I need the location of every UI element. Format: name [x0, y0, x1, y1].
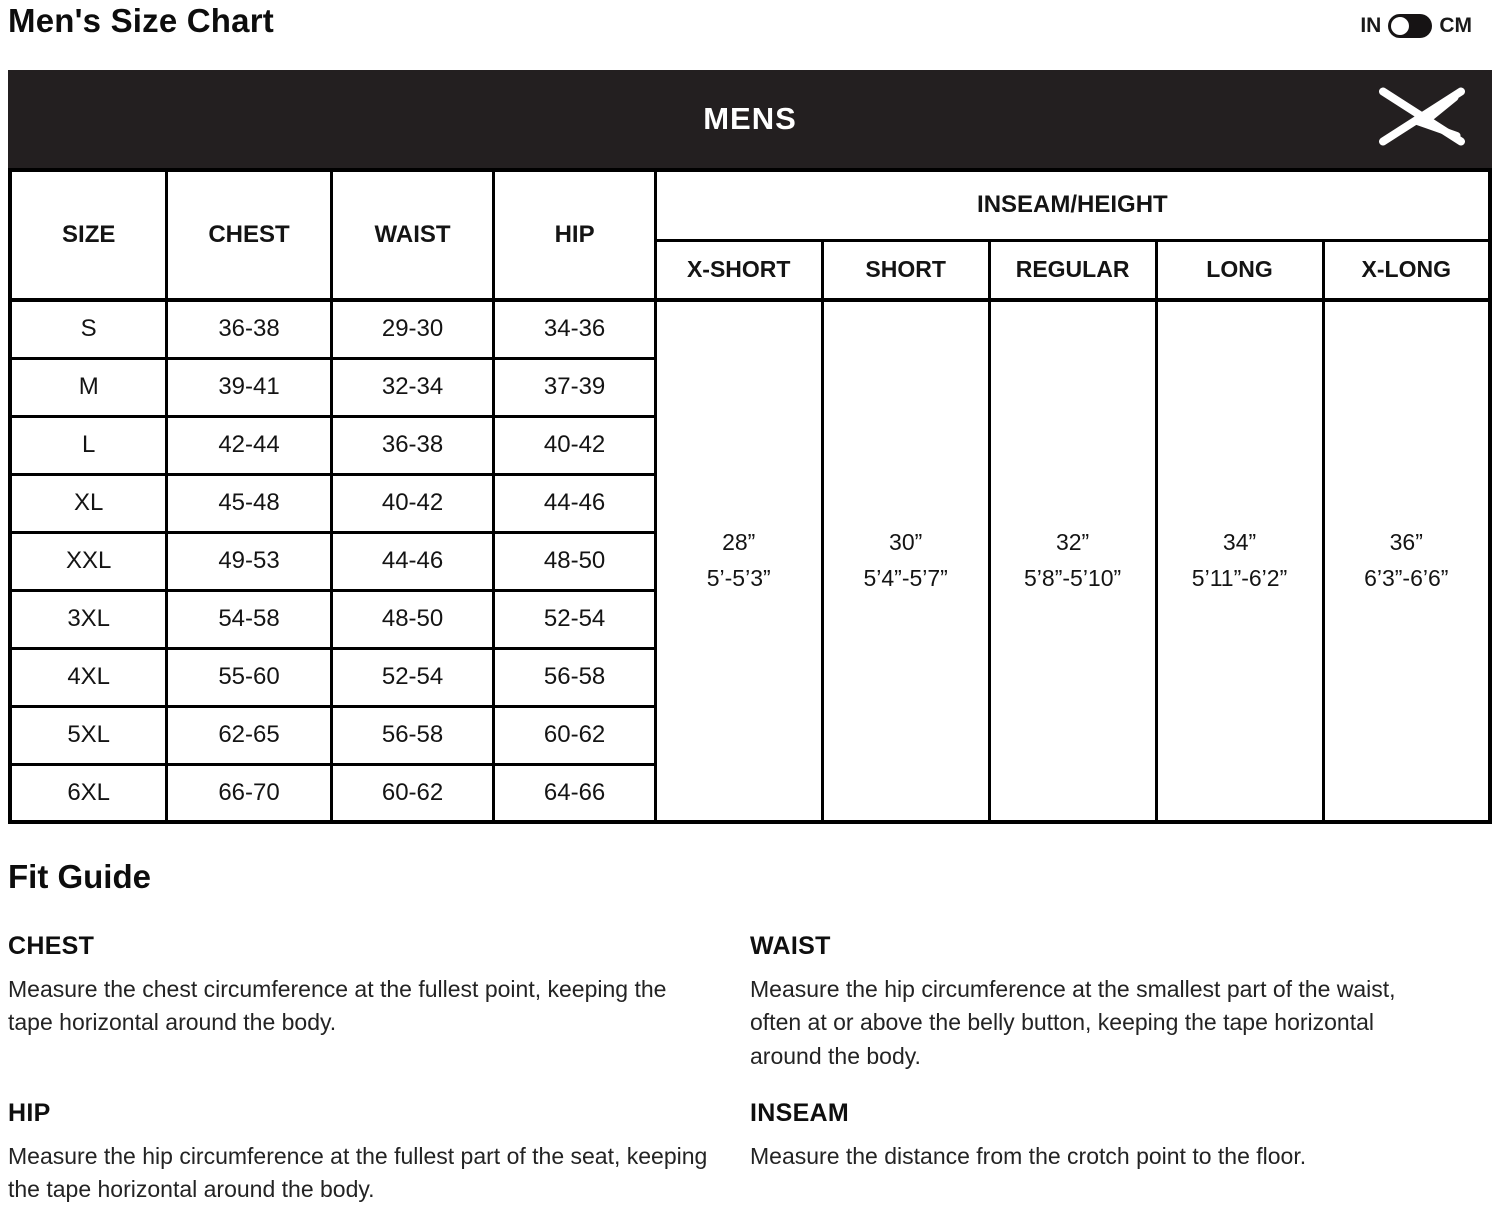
fit-guide-chest — [8, 932, 750, 1073]
height-range: 5’-5’3” — [706, 565, 771, 591]
hip-cell: 60-62 — [494, 706, 655, 764]
size-cell: L — [10, 416, 167, 474]
fit-guide-title: Fit Guide — [8, 858, 151, 895]
fit-guide-waist-heading: WAIST — [750, 932, 831, 960]
hip-cell: 52-54 — [494, 590, 655, 648]
col-header-hip: HIP — [494, 170, 655, 300]
waist-cell: 44-46 — [331, 532, 494, 590]
hip-cell: 34-36 — [494, 300, 655, 358]
fit-guide-waist-text: Measure the hip circumference at the smallest part of the waist, often at or above the belly button, keeping the tape horizontal around the body. — [750, 976, 1396, 1069]
fit-guide-inseam-text: Measure the distance from the crotch point to the floor. — [750, 1143, 1307, 1170]
col-header-waist: WAIST — [331, 170, 494, 300]
unit-toggle-group — [1360, 14, 1472, 38]
fit-guide-section — [8, 858, 1492, 1207]
unit-label-in[interactable]: IN — [1360, 14, 1382, 37]
fit-guide-chest-heading: CHEST — [8, 932, 95, 960]
inseam-height-cell-short — [822, 300, 989, 822]
height-range: 5’8”-5’10” — [1024, 565, 1122, 591]
fit-guide-hip — [8, 1099, 750, 1207]
inseam-value: 30” — [889, 529, 923, 556]
chest-cell: 62-65 — [167, 706, 331, 764]
size-cell: 6XL — [10, 764, 167, 822]
hip-cell: 48-50 — [494, 532, 655, 590]
size-chart-table — [8, 168, 1492, 824]
unit-label-cm[interactable]: CM — [1439, 14, 1472, 37]
fit-guide-hip-text: Measure the hip circumference at the fullest part of the seat, keeping the tape horizontal around the body. — [8, 1143, 708, 1203]
size-cell: 5XL — [10, 706, 167, 764]
toggle-knob-icon — [1391, 17, 1409, 35]
inseam-height-cell-x-long — [1323, 300, 1490, 822]
waist-cell: 52-54 — [331, 648, 494, 706]
waist-cell: 56-58 — [331, 706, 494, 764]
inseam-height-cell-x-short — [655, 300, 822, 822]
unit-toggle[interactable] — [1388, 14, 1432, 38]
inseam-value: 28” — [722, 529, 756, 556]
height-range: 5’4”-5’7” — [863, 565, 948, 591]
height-range: 5’11”-6’2” — [1191, 565, 1288, 591]
banner-title: MENS — [703, 101, 797, 136]
chest-cell: 55-60 — [167, 648, 331, 706]
hip-cell: 44-46 — [494, 474, 655, 532]
chest-cell: 45-48 — [167, 474, 331, 532]
col-header-short: SHORT — [822, 240, 989, 300]
col-header-x-short: X-SHORT — [655, 240, 822, 300]
inseam-height-cell-regular — [989, 300, 1156, 822]
chest-cell: 39-41 — [167, 358, 331, 416]
chest-cell: 54-58 — [167, 590, 331, 648]
inseam-height-cell-long — [1156, 300, 1323, 822]
chest-cell: 66-70 — [167, 764, 331, 822]
hip-cell: 64-66 — [494, 764, 655, 822]
col-header-inseam-height: INSEAM/HEIGHT — [655, 170, 1490, 240]
hip-cell: 40-42 — [494, 416, 655, 474]
size-cell: 4XL — [10, 648, 167, 706]
col-header-long: LONG — [1156, 240, 1323, 300]
inseam-value: 36” — [1389, 529, 1423, 556]
col-header-size: SIZE — [10, 170, 167, 300]
fit-guide-hip-heading: HIP — [8, 1099, 51, 1128]
fit-guide-inseam — [750, 1099, 1492, 1207]
col-header-x-long: X-LONG — [1323, 240, 1490, 300]
waist-cell: 32-34 — [331, 358, 494, 416]
waist-cell: 60-62 — [331, 764, 494, 822]
fit-guide-waist — [750, 932, 1492, 1073]
chest-cell: 42-44 — [167, 416, 331, 474]
waist-cell: 29-30 — [331, 300, 494, 358]
waist-cell: 40-42 — [331, 474, 494, 532]
inseam-value: 32” — [1055, 529, 1090, 556]
height-range: 6’3”-6’6” — [1364, 565, 1449, 591]
fit-guide-inseam-heading: INSEAM — [750, 1099, 850, 1128]
inseam-value: 34” — [1222, 529, 1257, 556]
size-cell: 3XL — [10, 590, 167, 648]
fit-guide-grid — [8, 932, 1492, 1207]
fit-guide-chest-text: Measure the chest circumference at the fullest point, keeping the tape horizontal around the body. — [8, 976, 667, 1036]
size-cell: M — [10, 358, 167, 416]
chest-cell: 36-38 — [167, 300, 331, 358]
chest-cell: 49-53 — [167, 532, 331, 590]
hip-cell: 37-39 — [494, 358, 655, 416]
mens-banner — [8, 70, 1492, 168]
size-cell: XXL — [10, 532, 167, 590]
size-cell: XL — [10, 474, 167, 532]
waist-cell: 36-38 — [331, 416, 494, 474]
waist-cell: 48-50 — [331, 590, 494, 648]
table-row — [10, 300, 1490, 358]
col-header-regular: REGULAR — [989, 240, 1156, 300]
hip-cell: 56-58 — [494, 648, 655, 706]
col-header-chest: CHEST — [167, 170, 331, 300]
page-title: Men's Size Chart — [8, 2, 274, 39]
size-cell: S — [10, 300, 167, 358]
brand-x-arrow-logo-icon — [1376, 85, 1468, 154]
header-row — [0, 0, 1500, 64]
